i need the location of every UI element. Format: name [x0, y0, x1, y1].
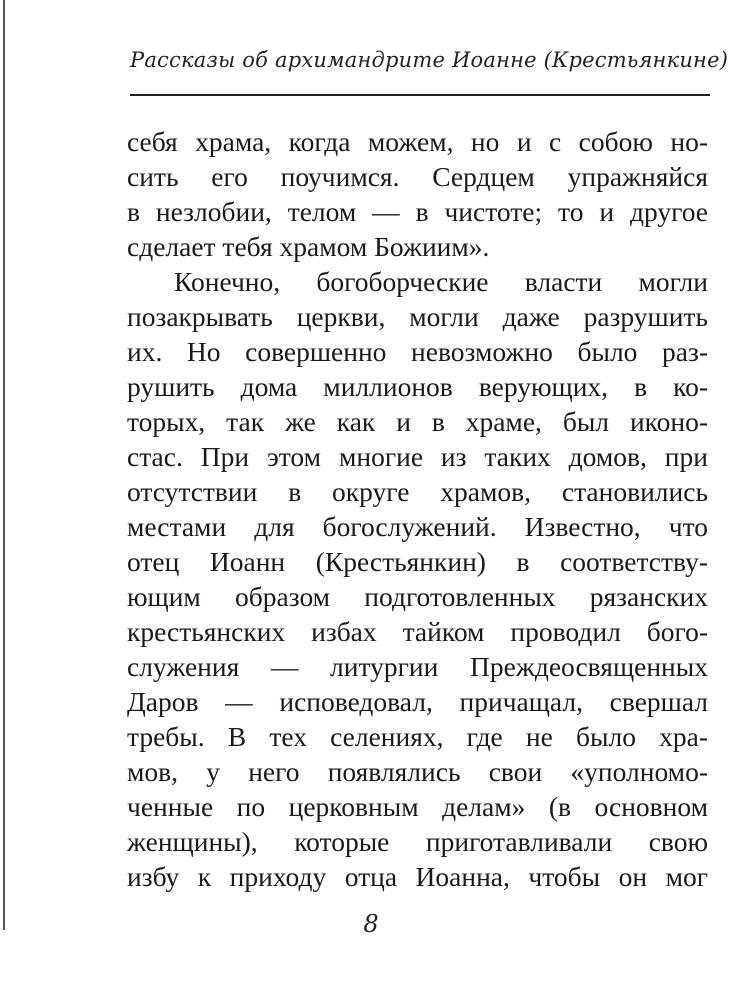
- body-text: [127, 124, 708, 894]
- text-line: отец Иоанн (Крестьянкин) в соответству-: [127, 546, 708, 577]
- text-line: торых, так же как и в храме, был иконо-: [127, 406, 708, 437]
- text-line: местами для богослужений. Известно, что: [127, 511, 708, 542]
- header-rule: [130, 94, 710, 96]
- text-line: крестьянских избах тайком проводил бого-: [127, 616, 708, 647]
- text-line: Даров — исповедовал, причащал, свершал: [127, 686, 708, 717]
- text-line: служения — литургии Преждеосвященных: [127, 651, 708, 682]
- running-head: Рассказы об архимандрите Иоанне (Крестьянкине): [130, 48, 729, 72]
- text-line: женщины), которые приготавливали свою: [127, 826, 708, 857]
- text-line: мов, у него появлялись свои «уполномо-: [127, 756, 708, 787]
- text-line: себя храма, когда можем, но и с собою но-: [127, 126, 708, 157]
- text-line: стас. При этом многие из таких домов, при: [127, 441, 708, 472]
- text-line: ченные по церковным делам» (в основном: [127, 791, 708, 822]
- text-line: сделает тебя храмом Божиим».: [127, 231, 490, 262]
- text-line: позакрывать церкви, могли даже разрушить: [127, 301, 708, 332]
- text-line: их. Но совершенно невозможно было раз-: [127, 336, 708, 367]
- text-line: ющим образом подготовленных рязанских: [127, 581, 708, 612]
- text-line: Конечно, богоборческие власти могли: [174, 266, 708, 297]
- page-number: 8: [363, 910, 379, 938]
- text-line: требы. В тех селениях, где не было хра-: [127, 721, 708, 752]
- text-line: в незлобии, телом — в чистоте; то и другое: [127, 196, 708, 227]
- scan-edge-shadow: [3, 0, 5, 930]
- text-line: отсутствии в округе храмов, становились: [127, 476, 708, 507]
- text-line: рушить дома миллионов верующих, в ко-: [127, 371, 708, 402]
- text-line: сить его поучимся. Сердцем упражняйся: [127, 161, 708, 192]
- text-line: избу к приходу отца Иоанна, чтобы он мог: [127, 861, 708, 892]
